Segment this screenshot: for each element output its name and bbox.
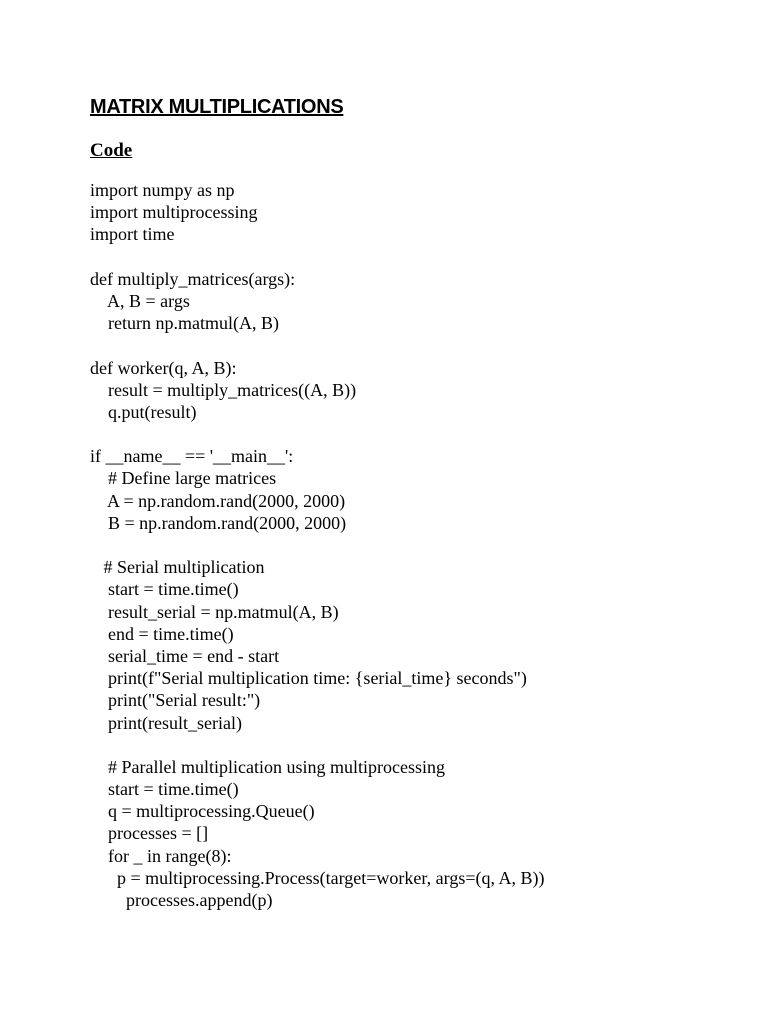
- section-heading-code: Code: [90, 140, 133, 161]
- code-line: A = np.random.rand(2000, 2000): [90, 490, 346, 511]
- code-line: print("Serial result:"): [90, 690, 261, 711]
- code-block: [90, 179, 750, 911]
- code-line: p = multiprocessing.Process(target=worker, args=(q, A, B)): [90, 867, 545, 888]
- code-line: result = multiply_matrices((A, B)): [90, 379, 357, 400]
- code-line: [90, 423, 750, 445]
- code-line: # Parallel multiplication using multiprocessing: [90, 756, 445, 777]
- code-line: print(f"Serial multiplication time: {serial_time} seconds"): [90, 668, 527, 689]
- code-line: B = np.random.rand(2000, 2000): [90, 512, 347, 533]
- code-line: processes.append(p): [90, 890, 273, 910]
- code-line: import numpy as np: [90, 180, 235, 200]
- code-line: import time: [90, 224, 175, 245]
- code-line: def worker(q, A, B):: [90, 357, 237, 378]
- code-line: start = time.time(): [90, 579, 239, 600]
- document-title: MATRIX MULTIPLICATIONS: [90, 96, 344, 118]
- code-line: [90, 334, 750, 356]
- code-line: start = time.time(): [90, 779, 239, 800]
- code-line: import multiprocessing: [90, 202, 258, 223]
- code-line: end = time.time(): [90, 623, 234, 644]
- code-line: print(result_serial): [90, 712, 242, 733]
- code-line: return np.matmul(A, B): [90, 313, 279, 334]
- code-line: if __name__ == '__main__':: [90, 446, 294, 467]
- code-line: # Define large matrices: [90, 468, 277, 489]
- code-line: processes = []: [90, 823, 209, 844]
- code-line: [90, 534, 750, 556]
- code-line: result_serial = np.matmul(A, B): [90, 601, 339, 622]
- code-line: q.put(result): [90, 401, 197, 422]
- code-line: # Serial multiplication: [90, 557, 265, 578]
- code-line: [90, 734, 750, 756]
- code-line: serial_time = end - start: [90, 645, 280, 666]
- code-line: for _ in range(8):: [90, 845, 232, 866]
- code-line: [90, 246, 750, 268]
- code-line: A, B = args: [90, 290, 190, 311]
- code-line: q = multiprocessing.Queue(): [90, 801, 315, 822]
- code-line: def multiply_matrices(args):: [90, 268, 296, 289]
